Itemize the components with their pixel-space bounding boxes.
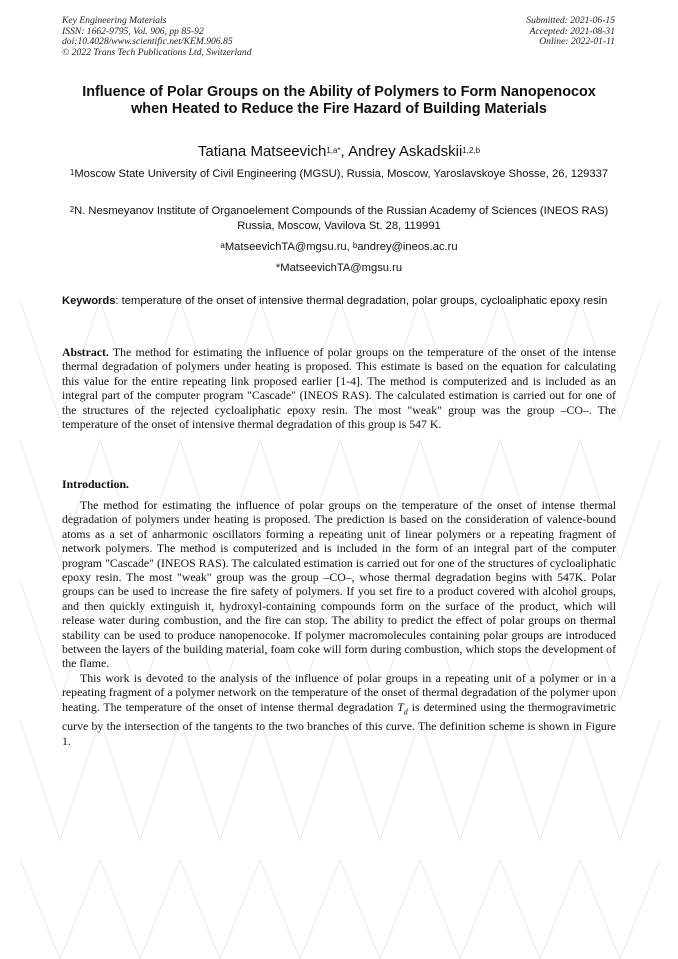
email-a: MatseevichTA@mgsu.ru, xyxy=(224,241,353,253)
keywords-section xyxy=(62,294,616,309)
journal-info xyxy=(62,16,252,58)
author-affiliation-mark: 1,2,b xyxy=(462,146,481,155)
submission-dates xyxy=(526,16,615,48)
online-date: Online: 2022-01-11 xyxy=(539,36,615,48)
affiliation-text: Moscow State University of Civil Engineering (MGSU), Russia, Moscow, Yaroslavskoye Shosse, 26, 129337 xyxy=(74,168,609,180)
submitted-date: Submitted: 2021-06-15 xyxy=(526,15,615,26)
journal-copyright: © 2022 Trans Tech Publications Ltd, Switzerland xyxy=(62,46,252,58)
journal-name: Key Engineering Materials xyxy=(62,15,167,26)
introduction-body xyxy=(62,498,616,748)
author-name: Tatiana Matseevich xyxy=(197,143,327,160)
abstract-label: Abstract. xyxy=(62,345,109,359)
author-affiliation-mark: 1,a* xyxy=(326,146,341,155)
paragraph-text: This work is devoted to the analysis of the influence of polar groups in a repeating unit of a polymer or in a repeating fragment of a polymer network on the temperature of the onset of thermal degradation of the polymer upon heating. The temperature of the onset of intense thermal degradation xyxy=(62,670,616,714)
author-list xyxy=(62,143,616,161)
affiliation-2 xyxy=(62,204,616,233)
variable-symbol: T xyxy=(397,699,404,714)
accepted-date: Accepted: 2021-08-31 xyxy=(529,25,615,37)
author-separator: , xyxy=(340,143,349,160)
intro-paragraph-1: The method for estimating the influence of polar groups on the temperature of the onset of intense thermal degradation of polymers under heating is proposed. The prediction is based on the consideration of valence-bound atoms as a set of anharmonic oscillators forming a repeating unit of linear polymers or a repeating fragment of network polymers. The method is computerized and is included in the form of an integral part of the computer program "Cascade" (INEOS RAS). The calculated estimation is carried out for one of the structures of cycloaliphatic epoxy resin. The most "weak" group was the group –CO–, whose thermal degradation begins with 547K. Polar groups can be used to increase the fire safety of polymers. If you set fire to a product covered with alcohol groups, and then quickly extinguish it, hydroxyl-containing compounds form on the surface of the product, which will release water during combustion, and the fire can stop. The ability to predict the effect of polar groups on thermal stability can be used to produce nanopenocoke. If polymer macromolecules containing polar groups are introduced between the layers of the building material, foam coke will form during combustion, which stops the development of the flame. xyxy=(62,498,616,671)
journal-doi: doi:10.4028/www.scientific.net/KEM.906.85 xyxy=(62,36,233,48)
journal-issn: ISSN: 1662-9795, Vol. 906, pp 85-92 xyxy=(62,25,204,37)
keywords-label: Keywords xyxy=(62,295,116,307)
variable-subscript: d xyxy=(403,707,408,717)
email-mark: b xyxy=(352,241,358,250)
affiliation-mark: 2 xyxy=(69,205,75,214)
email-b: andrey@ineos.ac.ru xyxy=(357,241,458,253)
section-heading: Introduction. xyxy=(62,477,129,491)
abstract-text: The method for estimating the influence of polar groups on the temperature of the onset of the intense thermal degradation of polymers under heating is proposed. This estimate is based on the equation for calculating this value for the entire repeating link proposed earlier [1-4]. The method is computerized and is included as an integral part of the computer program "Cascade" (INEOS RAS). The calculated estimation is carried out for one of the structures of the rejected cycloaliphatic epoxy resin. The most "weak" group was the group –CO–. The temperature of the onset of intensive thermal degradation of this group is 547 K. xyxy=(62,345,616,432)
affiliation-mark: 1 xyxy=(69,168,75,177)
affiliation-1 xyxy=(62,167,616,182)
corresponding-email: *MatseevichTA@mgsu.ru xyxy=(275,262,403,274)
email-mark: a xyxy=(220,241,225,250)
keywords-text: : temperature of the onset of intensive thermal degradation, polar groups, cycloaliphatic epoxy resin xyxy=(115,295,608,307)
paragraph-text: is determined using the thermogravimetric curve by the intersection of the tangents to the two branches of this curve. The definition scheme is shown in Figure 1. xyxy=(62,699,616,748)
paper-title: Influence of Polar Groups on the Ability of Polymers to Form Nanopenocox when Heated to Reduce the Fire Hazard of Building Materials xyxy=(82,84,596,117)
author-emails xyxy=(62,240,616,254)
affiliation-text: N. Nesmeyanov Institute of Organoelement Compounds of the Russian Academy of Sciences (INEOS RAS) Russia, Moscow, Vavilova St. 28, 119991 xyxy=(74,205,609,232)
abstract-section xyxy=(62,345,616,431)
intro-paragraph-2 xyxy=(62,671,616,748)
author-name: Andrey Askadskii xyxy=(348,143,463,160)
